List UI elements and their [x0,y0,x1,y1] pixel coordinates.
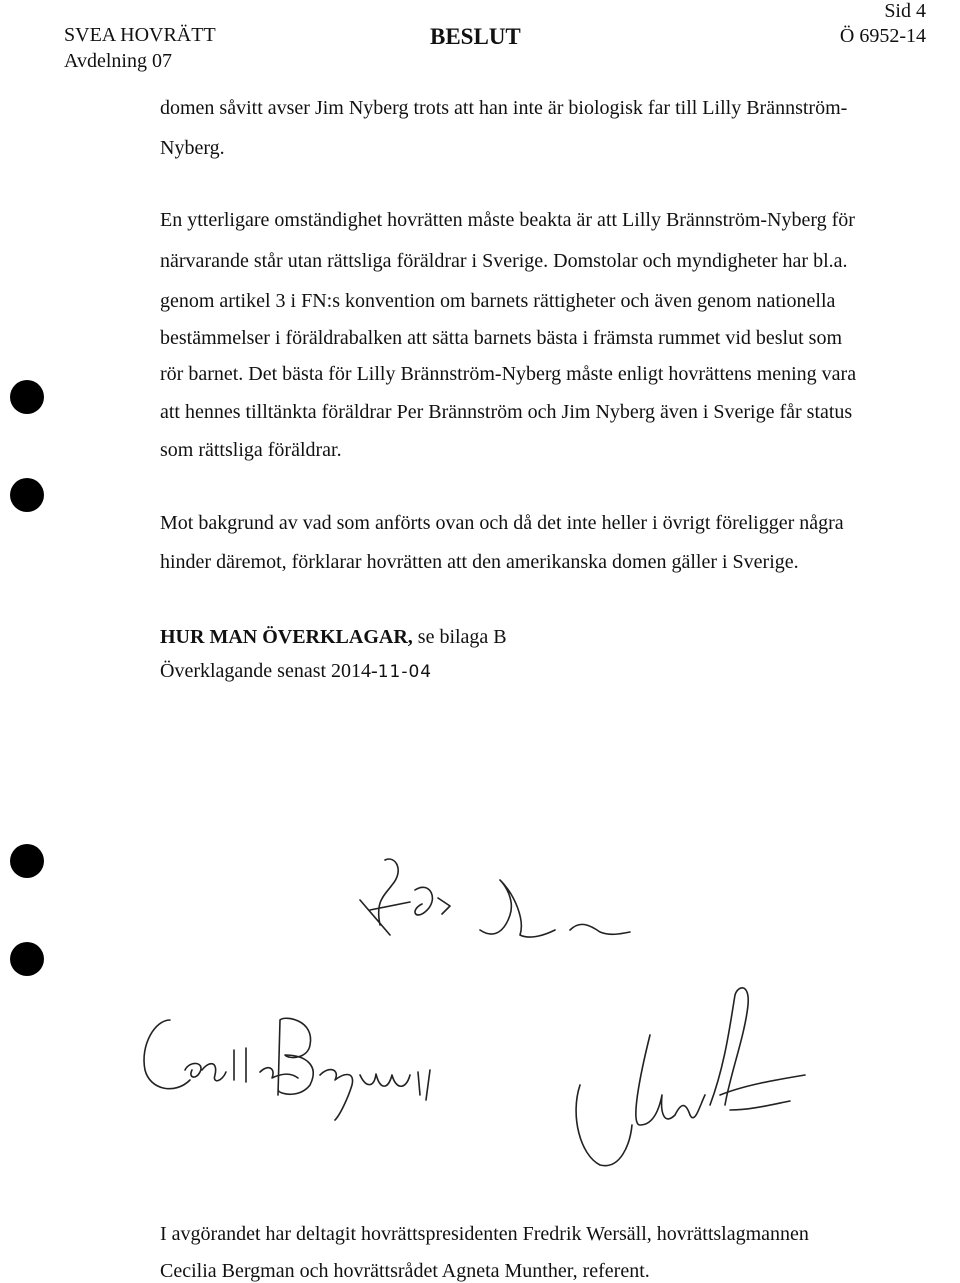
paragraph-1-line-2: Nyberg. [160,137,225,159]
paragraph-1-line-1: domen såvitt avser Jim Nyberg trots att han inte är biologisk far till Lilly Brännström- [160,97,848,119]
appeal-deadline [160,660,432,683]
division: Avdelning 07 [64,50,172,72]
signature-fredrik-wersall [330,840,670,950]
footer-line-2: Cecilia Bergman och hovrättsrådet Agneta Munther, referent. [160,1260,650,1282]
appeal-reference: se bilaga B [412,626,507,648]
case-number: Ö 6952-14 [839,25,926,47]
appeal-deadline-label: Överklagande senast 2014- [160,660,378,682]
appeal-info [160,626,507,649]
court-name: SVEA HOVRÄTT [64,24,216,46]
paragraph-3-line-1: Mot bakgrund av vad som anförts ovan och då det inte heller i övrigt föreligger några [160,512,844,534]
paragraph-2-line-2: närvarande står utan rättsliga föräldrar i Sverige. Domstolar och myndigheter har bl.a. [160,250,848,272]
paragraph-2-line-7: som rättsliga föräldrar. [160,439,342,461]
signature-agneta-munther [560,975,830,1175]
document-type: BESLUT [430,24,521,49]
signature-cecilia-bergman [130,1000,470,1130]
punch-hole-1 [10,380,44,414]
paragraph-2-line-4: bestämmelser i föräldrabalken att sätta barnets bästa i främsta rummet vid beslut som [160,327,843,349]
punch-hole-3 [10,844,44,878]
paragraph-2-line-5: rör barnet. Det bästa för Lilly Brännström-Nyberg måste enligt hovrättens mening vara [160,363,857,385]
paragraph-2-line-6: att hennes tilltänkta föräldrar Per Brännström och Jim Nyberg även i Sverige får status [160,401,853,423]
appeal-heading: HUR MAN ÖVERKLAGAR, [160,626,413,648]
paragraph-2-line-3: genom artikel 3 i FN:s konvention om barnets rättigheter och även genom nationella [160,290,836,312]
paragraph-3-line-2: hinder däremot, förklarar hovrätten att den amerikanska domen gäller i Sverige. [160,551,799,573]
appeal-deadline-handwritten: 11-04 [377,662,433,682]
page-number: Sid 4 [884,0,926,22]
punch-hole-4 [10,942,44,976]
paragraph-2-line-1: En ytterligare omständighet hovrätten måste beakta är att Lilly Brännström-Nyberg för [160,209,855,231]
footer-line-1: I avgörandet har deltagit hovrättspresidenten Fredrik Wersäll, hovrättslagmannen [160,1223,809,1245]
punch-hole-2 [10,478,44,512]
